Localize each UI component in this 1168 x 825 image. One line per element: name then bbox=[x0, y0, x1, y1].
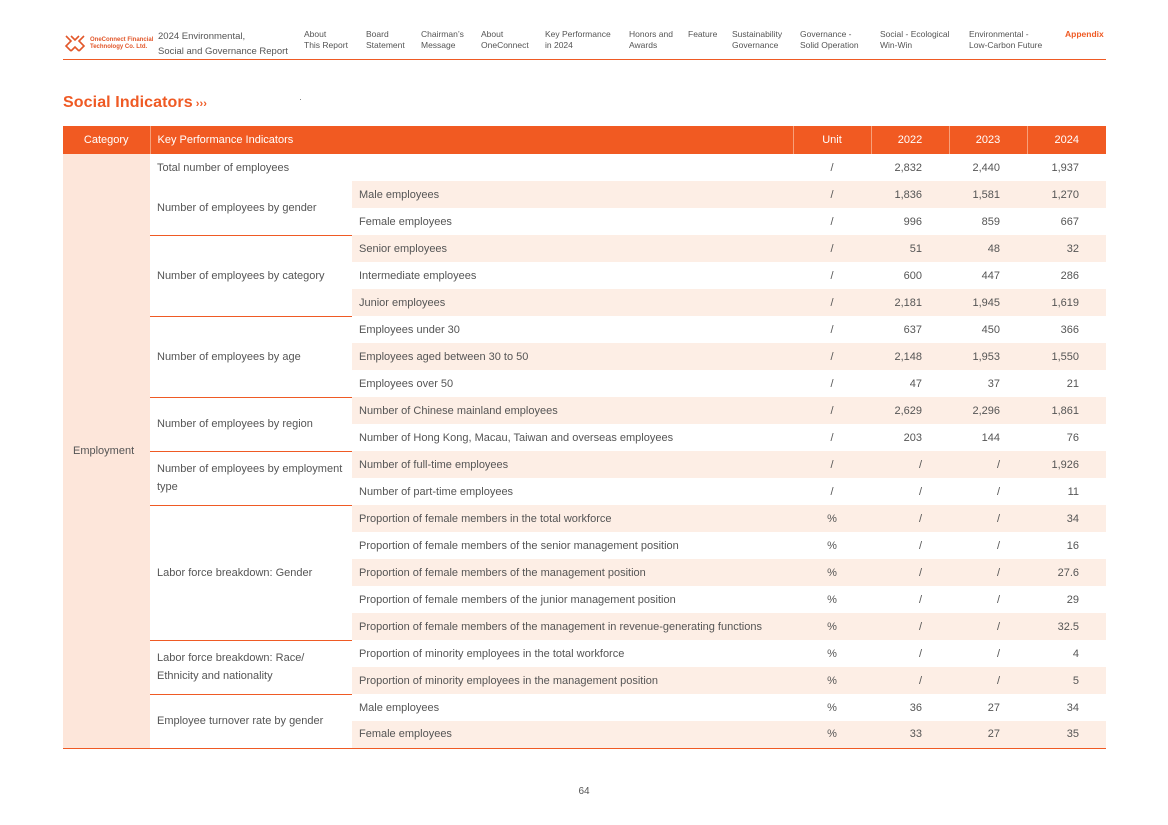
header-2022: 2022 bbox=[871, 126, 949, 154]
report-header bbox=[63, 26, 1106, 60]
unit-cell: / bbox=[830, 161, 834, 174]
value-2024: 11 bbox=[1067, 485, 1080, 498]
unit-cell: % bbox=[793, 721, 871, 748]
company-logo[interactable] bbox=[63, 32, 155, 56]
kpi-group-label: Number of employees by region bbox=[150, 397, 352, 451]
kpi-label: Number of Chinese mainland employees bbox=[352, 397, 793, 424]
value-2022: / bbox=[871, 613, 949, 640]
unit-cell: / bbox=[793, 289, 871, 316]
value-2022: / bbox=[871, 505, 949, 532]
value-2023: / bbox=[949, 613, 1027, 640]
nav-label: Board bbox=[366, 29, 389, 39]
nav-social[interactable] bbox=[880, 29, 949, 51]
value-2024: 32 bbox=[1027, 235, 1106, 262]
value-2023: / bbox=[996, 539, 1001, 552]
header-category: Category bbox=[63, 126, 150, 154]
nav-about-this-report[interactable] bbox=[304, 29, 348, 51]
kpi-group-label: Total number of employees bbox=[150, 154, 793, 181]
value-2024: 1,270 bbox=[1027, 181, 1106, 208]
kpi-label: Employees over 50 bbox=[359, 377, 454, 390]
unit-cell: % bbox=[827, 701, 837, 714]
logo-text: OneConnect Financial Technology Co. Ltd. bbox=[90, 37, 154, 50]
value-2022: 2,148 bbox=[871, 343, 949, 370]
table-row bbox=[63, 316, 1106, 343]
value-2023: 1,953 bbox=[949, 343, 1027, 370]
kpi-group-label: Number of employees by gender bbox=[150, 181, 352, 235]
value-2023: / bbox=[996, 593, 1001, 606]
unit-cell: / bbox=[793, 397, 871, 424]
category-cell: Employment bbox=[63, 154, 150, 748]
report-title bbox=[158, 29, 298, 59]
kpi-label: Proportion of minority employees in the management position bbox=[352, 667, 793, 694]
header-2023: 2023 bbox=[949, 126, 1027, 154]
header-unit: Unit bbox=[793, 126, 871, 154]
value-2022: 36 bbox=[909, 701, 923, 714]
value-2024: 286 bbox=[1060, 269, 1080, 282]
nav-label: Social - Ecological bbox=[880, 29, 950, 39]
unit-cell: / bbox=[830, 323, 834, 336]
nav-label: Sustainability bbox=[732, 29, 783, 39]
value-2022: 2,629 bbox=[871, 397, 949, 424]
kpi-label: Proportion of female members of the senior management position bbox=[359, 539, 679, 552]
nav-label: Chairman’s bbox=[421, 29, 464, 39]
value-2024: 1,619 bbox=[1027, 289, 1106, 316]
kpi-label: Junior employees bbox=[352, 289, 793, 316]
nav-feature[interactable] bbox=[688, 29, 717, 40]
value-2023: / bbox=[949, 505, 1027, 532]
value-2024: 366 bbox=[1060, 323, 1080, 336]
nav-label: About bbox=[481, 29, 504, 39]
nav-label: Honors and bbox=[629, 29, 673, 39]
value-2023: 48 bbox=[949, 235, 1027, 262]
value-2022: 1,836 bbox=[871, 181, 949, 208]
value-2023: / bbox=[949, 559, 1027, 586]
header-kpi: Key Performance Indicators bbox=[150, 126, 793, 154]
nav-key-performance[interactable] bbox=[545, 29, 611, 51]
social-indicators-table bbox=[63, 126, 1106, 749]
value-2024: 27.6 bbox=[1027, 559, 1106, 586]
nav-label: OneConnect bbox=[481, 40, 529, 50]
report-title-line1: 2024 Environmental, bbox=[158, 31, 246, 42]
table-row bbox=[63, 505, 1106, 532]
value-2022: / bbox=[871, 559, 949, 586]
value-2022: 996 bbox=[903, 215, 923, 228]
table-row bbox=[63, 235, 1106, 262]
kpi-label: Employees under 30 bbox=[359, 323, 460, 336]
value-2022: / bbox=[918, 485, 923, 498]
value-2024: 32.5 bbox=[1027, 613, 1106, 640]
kpi-label: Proportion of female members of the management position bbox=[352, 559, 793, 586]
value-2023: 27 bbox=[949, 721, 1027, 748]
kpi-group-label: Employee turnover rate by gender bbox=[150, 694, 352, 748]
kpi-label: Proportion of female members of the junior management position bbox=[359, 593, 676, 606]
value-2024: 4 bbox=[1072, 647, 1080, 660]
nav-about-oneconnect[interactable] bbox=[481, 29, 529, 51]
table-row bbox=[63, 640, 1106, 667]
kpi-group-label: Number of employees by age bbox=[150, 316, 352, 397]
value-2022: 203 bbox=[903, 431, 923, 444]
table-row bbox=[63, 154, 1106, 181]
unit-cell: % bbox=[827, 539, 837, 552]
nav-label: Awards bbox=[629, 40, 658, 50]
value-2023: 450 bbox=[981, 323, 1001, 336]
value-2023: / bbox=[996, 647, 1001, 660]
value-2022: / bbox=[918, 593, 923, 606]
value-2022: / bbox=[918, 539, 923, 552]
kpi-label: Female employees bbox=[352, 721, 793, 748]
value-2024: 21 bbox=[1066, 377, 1080, 390]
table-row bbox=[63, 397, 1106, 424]
nav-label: This Report bbox=[304, 40, 348, 50]
nav-label: Feature bbox=[688, 29, 718, 39]
value-2023: / bbox=[996, 485, 1001, 498]
value-2024: 16 bbox=[1066, 539, 1080, 552]
unit-cell: % bbox=[793, 613, 871, 640]
nav-label: Win-Win bbox=[880, 40, 913, 50]
value-2024: 1,937 bbox=[1051, 161, 1080, 174]
value-2023: 37 bbox=[987, 377, 1001, 390]
kpi-label: Male employees bbox=[359, 701, 440, 714]
unit-cell: / bbox=[830, 269, 834, 282]
kpi-group-label: Labor force breakdown: Race/ Ethnicity and nationality bbox=[150, 640, 352, 694]
nav-label: Low-Carbon Future bbox=[969, 40, 1043, 50]
value-2023: / bbox=[949, 451, 1027, 478]
kpi-label: Employees aged between 30 to 50 bbox=[352, 343, 793, 370]
nav-appendix[interactable] bbox=[1065, 29, 1104, 40]
unit-cell: / bbox=[793, 451, 871, 478]
value-2022: 637 bbox=[903, 323, 923, 336]
nav-label: Governance - bbox=[800, 29, 852, 39]
value-2024: 76 bbox=[1066, 431, 1080, 444]
kpi-label: Proportion of female members in the total workforce bbox=[352, 505, 793, 532]
unit-cell: / bbox=[793, 235, 871, 262]
kpi-label: Male employees bbox=[352, 181, 793, 208]
table-header-row bbox=[63, 126, 1106, 154]
unit-cell: / bbox=[830, 377, 834, 390]
value-2024: 34 bbox=[1066, 701, 1080, 714]
value-2023: 447 bbox=[981, 269, 1001, 282]
value-2022: 2,832 bbox=[894, 161, 923, 174]
unit-cell: / bbox=[830, 431, 834, 444]
value-2022: 2,181 bbox=[871, 289, 949, 316]
nav-label: Environmental - bbox=[969, 29, 1029, 39]
logo-mark-icon bbox=[63, 32, 87, 54]
report-title-line2: Social and Governance Report bbox=[158, 46, 288, 57]
value-2023: 2,296 bbox=[949, 397, 1027, 424]
kpi-label: Number of part-time employees bbox=[359, 485, 514, 498]
value-2022: / bbox=[918, 647, 923, 660]
value-2023: 27 bbox=[987, 701, 1001, 714]
unit-cell: % bbox=[827, 593, 837, 606]
header-2024: 2024 bbox=[1027, 126, 1106, 154]
nav-label: Solid Operation bbox=[800, 40, 859, 50]
unit-cell: / bbox=[830, 485, 834, 498]
value-2024: 1,550 bbox=[1027, 343, 1106, 370]
value-2024: 5 bbox=[1027, 667, 1106, 694]
value-2022: 51 bbox=[871, 235, 949, 262]
value-2023: 144 bbox=[981, 431, 1001, 444]
chevron-right-icon: ››› bbox=[195, 98, 208, 110]
nav-sustainability-governance[interactable] bbox=[732, 29, 782, 51]
nav-label: in 2024 bbox=[545, 40, 573, 50]
nav-label: Key Performance bbox=[545, 29, 611, 39]
value-2022: 600 bbox=[903, 269, 923, 282]
value-2024: 34 bbox=[1027, 505, 1106, 532]
unit-cell: / bbox=[793, 343, 871, 370]
value-2023: 859 bbox=[981, 215, 1001, 228]
kpi-label: Proportion of minority employees in the total workforce bbox=[359, 647, 625, 660]
value-2022: / bbox=[871, 667, 949, 694]
kpi-label: Intermediate employees bbox=[359, 269, 477, 282]
nav-label: Appendix bbox=[1065, 29, 1104, 39]
nav-label: Governance bbox=[732, 40, 779, 50]
nav-honors-awards[interactable] bbox=[629, 29, 673, 51]
nav-label: Message bbox=[421, 40, 456, 50]
page-number: 64 bbox=[578, 786, 590, 797]
unit-cell: / bbox=[830, 215, 834, 228]
unit-cell: / bbox=[793, 181, 871, 208]
value-2023: 1,945 bbox=[949, 289, 1027, 316]
kpi-label: Proportion of female members of the management in revenue-generating functions bbox=[352, 613, 793, 640]
nav-governance[interactable] bbox=[800, 29, 859, 51]
table-row bbox=[63, 181, 1106, 208]
value-2024: 667 bbox=[1060, 215, 1080, 228]
kpi-label: Female employees bbox=[359, 215, 452, 228]
table-row bbox=[63, 451, 1106, 478]
value-2022: 47 bbox=[909, 377, 923, 390]
value-2024: 29 bbox=[1066, 593, 1080, 606]
value-2023: 2,440 bbox=[972, 161, 1001, 174]
kpi-label: Number of full-time employees bbox=[352, 451, 793, 478]
unit-cell: % bbox=[793, 667, 871, 694]
decorative-dot bbox=[300, 99, 301, 100]
value-2023: 1,581 bbox=[949, 181, 1027, 208]
value-2024: 35 bbox=[1027, 721, 1106, 748]
kpi-label: Number of Hong Kong, Macau, Taiwan and overseas employees bbox=[359, 431, 674, 444]
value-2024: 1,926 bbox=[1027, 451, 1106, 478]
value-2022: / bbox=[871, 451, 949, 478]
nav-board-statement[interactable] bbox=[366, 29, 405, 51]
nav-chairmans-message[interactable] bbox=[421, 29, 464, 51]
value-2024: 1,861 bbox=[1027, 397, 1106, 424]
kpi-label: Senior employees bbox=[352, 235, 793, 262]
unit-cell: % bbox=[827, 647, 837, 660]
nav-environmental[interactable] bbox=[969, 29, 1042, 51]
value-2022: 33 bbox=[871, 721, 949, 748]
table-row bbox=[63, 694, 1106, 721]
nav-label: About bbox=[304, 29, 327, 39]
unit-cell: % bbox=[793, 559, 871, 586]
section-title bbox=[63, 94, 207, 112]
nav-label: Statement bbox=[366, 40, 405, 50]
value-2023: / bbox=[949, 667, 1027, 694]
kpi-group-label: Number of employees by employment type bbox=[150, 451, 352, 505]
kpi-group-label: Labor force breakdown: Gender bbox=[150, 505, 352, 640]
kpi-group-label: Number of employees by category bbox=[150, 235, 352, 316]
unit-cell: % bbox=[793, 505, 871, 532]
section-title-text: Social Indicators bbox=[63, 94, 193, 111]
